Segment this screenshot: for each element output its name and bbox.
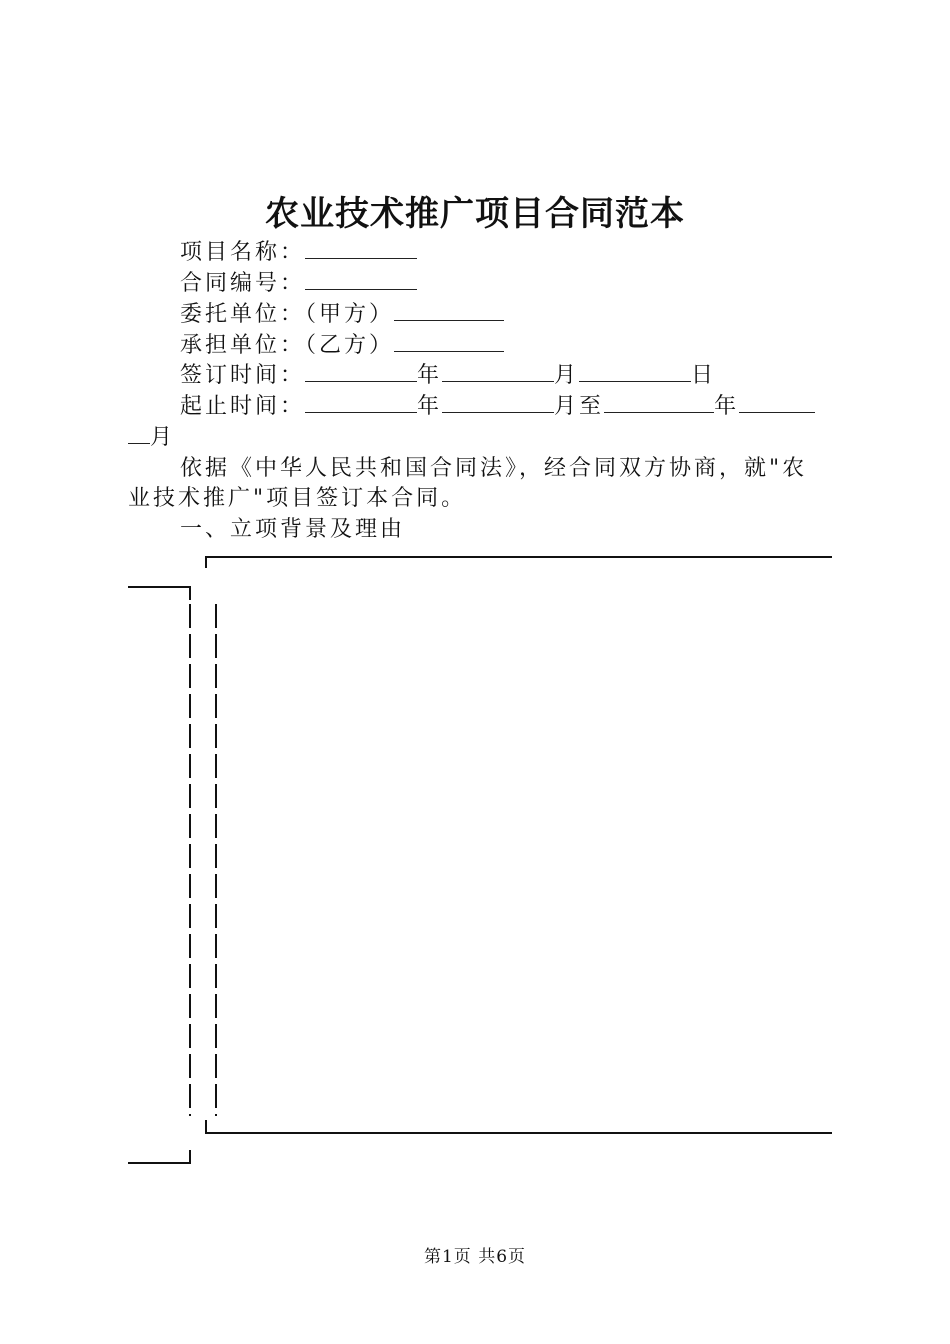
contract-no-row bbox=[180, 269, 417, 299]
project-name-row bbox=[180, 238, 417, 268]
period-start-year-blank bbox=[305, 392, 417, 413]
period-start-year-text: 年 bbox=[417, 394, 443, 419]
period-end-month-blank-cont bbox=[128, 423, 150, 444]
period-end-year-text: 年 bbox=[714, 394, 740, 419]
client-label: 委托单位： bbox=[180, 302, 306, 327]
sign-date-label: 签订时间： bbox=[180, 363, 306, 388]
section-1-heading: 一、立项背景及理由 bbox=[180, 517, 406, 542]
frame-left-vertical-outer bbox=[189, 604, 191, 1116]
document-title: 农业技术推广项目合同范本 bbox=[265, 194, 685, 234]
contractor-label: 承担单位： bbox=[180, 333, 306, 358]
sign-day-text: 日 bbox=[691, 363, 717, 388]
frame-left-vertical-inner bbox=[215, 604, 217, 1116]
contract-no-blank bbox=[305, 269, 417, 290]
sign-date-row bbox=[180, 361, 716, 391]
frame-left-top-segment bbox=[128, 586, 191, 588]
frame-left-bottom-segment bbox=[128, 1162, 191, 1164]
sign-day-blank bbox=[579, 361, 691, 382]
period-to-text: 至 bbox=[579, 394, 605, 419]
project-name-label: 项目名称： bbox=[180, 240, 306, 265]
sign-month-text: 月 bbox=[554, 363, 580, 388]
sign-month-blank bbox=[442, 361, 554, 382]
frame-left-top-corner bbox=[189, 586, 191, 600]
page-footer: 第1页 共6页 bbox=[423, 1247, 527, 1267]
client-party: （甲方） bbox=[305, 302, 395, 327]
period-start-month-text: 月 bbox=[554, 394, 580, 419]
period-start-month-blank bbox=[442, 392, 554, 413]
period-row-continued bbox=[128, 423, 175, 453]
period-end-month-blank bbox=[739, 392, 815, 413]
frame-top-line bbox=[205, 556, 832, 558]
sign-year-text: 年 bbox=[417, 363, 443, 388]
period-end-month-text: 月 bbox=[150, 425, 176, 450]
sign-year-blank bbox=[305, 361, 417, 382]
basis-paragraph bbox=[128, 454, 832, 514]
client-blank bbox=[394, 300, 504, 321]
basis-paragraph-text: 依据《中华人民共和国合同法》，经合同双方协商，就"农业技术推广"项目签订本合同。 bbox=[128, 456, 808, 511]
frame-bottom-line bbox=[205, 1132, 832, 1134]
client-row bbox=[180, 300, 504, 330]
period-label: 起止时间： bbox=[180, 394, 306, 419]
contract-no-label: 合同编号： bbox=[180, 271, 306, 296]
period-end-year-blank bbox=[604, 392, 714, 413]
contractor-blank bbox=[394, 331, 504, 352]
period-row bbox=[180, 392, 815, 422]
contractor-party: （乙方） bbox=[305, 333, 395, 358]
project-name-blank bbox=[305, 238, 417, 259]
contractor-row bbox=[180, 331, 504, 361]
